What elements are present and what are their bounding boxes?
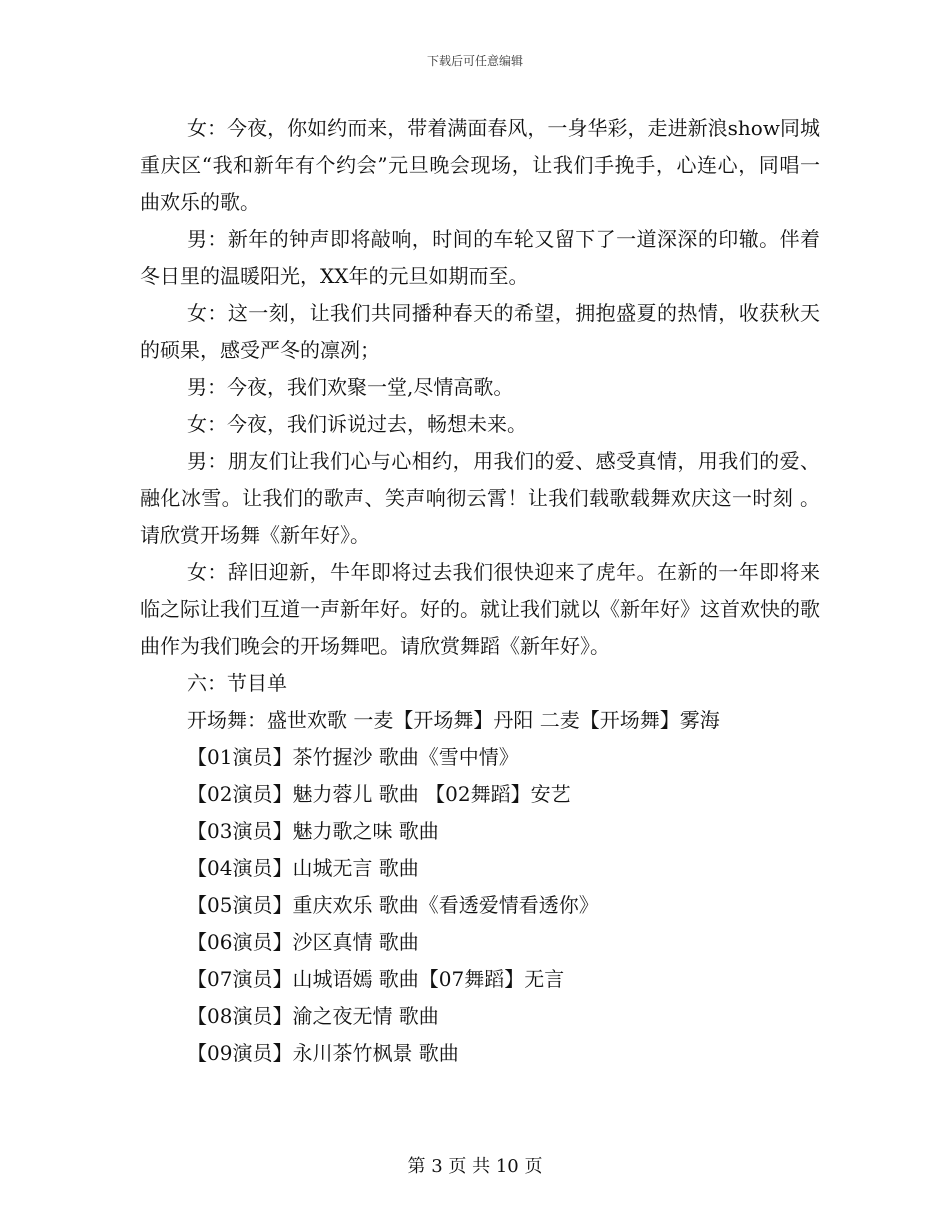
document-body: [140, 110, 820, 1072]
program-list-item: 【04演员】山城无言 歌曲: [187, 856, 419, 880]
program-list-item: 【01演员】茶竹握沙 歌曲《雪中情》: [187, 745, 519, 769]
paragraph: 男：新年的钟声即将敲响，时间的车轮又留下了一道深深的印辙。伴着冬日里的温暖阳光，XX年的元旦如期而至。: [140, 227, 820, 288]
program-list-item: 【09演员】永川茶竹枫景 歌曲: [187, 1041, 459, 1065]
paragraph: 男：朋友们让我们心与心相约，用我们的爱、感受真情，用我们的爱、融化冰雪。让我们的歌声、笑声响彻云霄！让我们载歌载舞欢庆这一时刻 。请欣赏开场舞《新年好》。: [140, 449, 820, 547]
paragraph: 女：今夜，你如约而来，带着满面春风，一身华彩，走进新浪show同城重庆区“我和新年有个约会”元旦晚会现场，让我们手挽手，心连心，同唱一曲欢乐的歌。: [140, 116, 820, 214]
paragraph: 女：辞旧迎新，牛年即将过去我们很快迎来了虎年。在新的一年即将来临之际让我们互道一声新年好。好的。就让我们就以《新年好》这首欢快的歌曲作为我们晚会的开场舞吧。请欣赏舞蹈《新年好》。: [140, 560, 820, 658]
program-list-item: 【06演员】沙区真情 歌曲: [187, 930, 419, 954]
program-list-item: 【03演员】魅力歌之味 歌曲: [187, 819, 439, 843]
program-list-item: 【05演员】重庆欢乐 歌曲《看透爱情看透你》: [187, 893, 599, 917]
paragraph: 男：今夜，我们欢聚一堂,尽情高歌。: [187, 375, 514, 399]
page-footer: 第 3 页 共 10 页: [407, 1156, 543, 1177]
program-list-title: 六：节目单: [187, 671, 287, 695]
program-list-item: 【02演员】魅力蓉儿 歌曲 【02舞蹈】安艺: [187, 782, 571, 806]
program-list-item: 【07演员】山城语嫣 歌曲【07舞蹈】无言: [187, 967, 565, 991]
program-list-item: 【08演员】渝之夜无情 歌曲: [187, 1004, 439, 1028]
page-header: 下载后可任意编辑: [426, 54, 523, 68]
paragraph: 女：这一刻，让我们共同播种春天的希望，拥抱盛夏的热情，收获秋天的硕果，感受严冬的凛冽；: [140, 301, 820, 362]
paragraph: 女：今夜，我们诉说过去，畅想未来。: [187, 412, 527, 436]
program-list-item: 开场舞：盛世欢歌 一麦【开场舞】丹阳 二麦【开场舞】雾海: [187, 708, 720, 732]
